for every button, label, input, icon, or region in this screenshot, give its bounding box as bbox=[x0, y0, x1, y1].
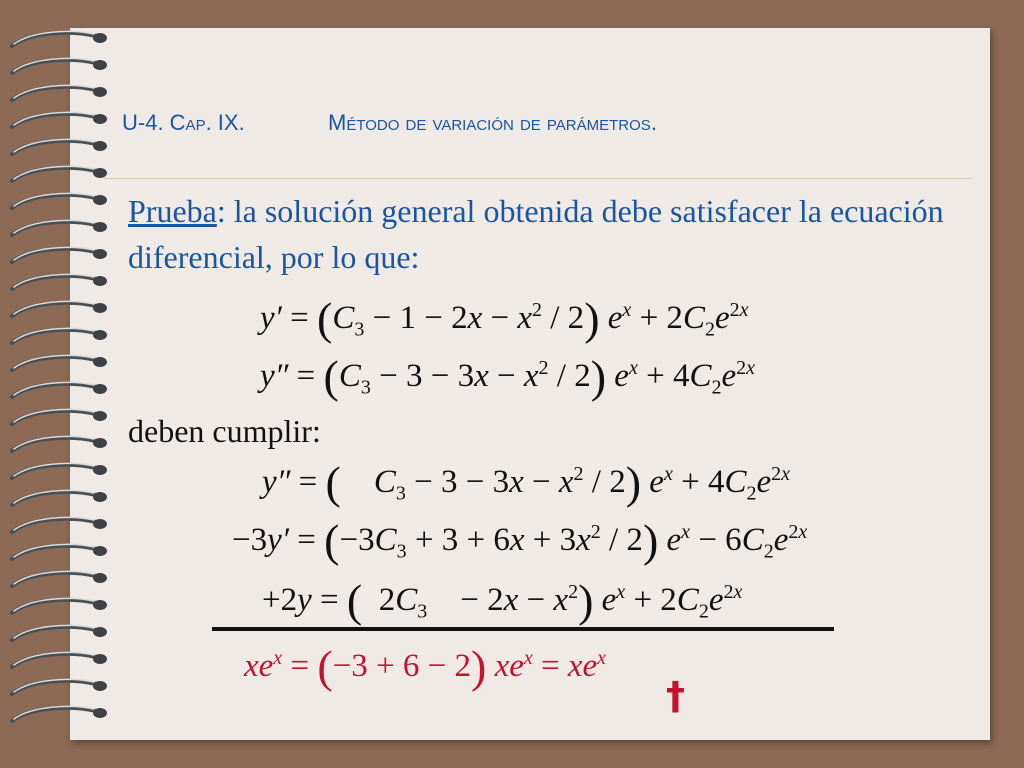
result-equation: $xe^x = (-3 + 6 - 2) xe^x = xe^x$ bbox=[244, 641, 607, 692]
binding-hole bbox=[93, 708, 107, 718]
binding-ring bbox=[12, 303, 96, 316]
intro-paragraph bbox=[128, 188, 948, 280]
binding-ring bbox=[12, 87, 96, 100]
slide-title: Método de variación de parámetros. bbox=[328, 110, 657, 135]
binding-ring bbox=[12, 438, 96, 451]
binding-ring bbox=[12, 357, 96, 370]
binding-hole bbox=[93, 168, 107, 178]
binding-ring bbox=[12, 384, 96, 397]
unit-code: U-4. Cap. IX. bbox=[122, 110, 245, 135]
sum-row-2: $-3y' = (-3C_3 + 3 + 6x + 3x^2 / 2) e^x - 6C_2e^{2x}$ bbox=[232, 515, 808, 566]
binding-ring bbox=[12, 546, 96, 559]
binding-ring bbox=[12, 222, 96, 235]
binding-hole bbox=[93, 222, 107, 232]
binding-hole bbox=[93, 654, 107, 664]
binding-hole bbox=[93, 303, 107, 313]
sum-rule bbox=[212, 627, 834, 631]
binding-hole bbox=[93, 438, 107, 448]
equation-y-prime: $y' = (C_3 - 1 - 2x - x^2 / 2) e^x + 2C_2e^{2x}$ bbox=[260, 293, 749, 344]
binding-hole bbox=[93, 114, 107, 124]
binding-ring bbox=[12, 573, 96, 586]
binding-ring bbox=[12, 249, 96, 262]
binding-hole bbox=[93, 60, 107, 70]
binding-hole bbox=[93, 384, 107, 394]
intro-text: : la solución general obtenida debe satisfacer la ecuación diferencial, por lo que: bbox=[128, 193, 944, 275]
intro-keyword: Prueba bbox=[128, 193, 217, 229]
binding-ring bbox=[12, 627, 96, 640]
binding-hole bbox=[93, 141, 107, 151]
slide-header bbox=[122, 110, 982, 144]
binding-ring bbox=[12, 600, 96, 613]
binding-hole bbox=[93, 681, 107, 691]
dagger-mark: † bbox=[666, 674, 685, 718]
binding-ring bbox=[12, 114, 96, 127]
binding-hole bbox=[93, 492, 107, 502]
binding-hole bbox=[93, 627, 107, 637]
binding-ring bbox=[12, 492, 96, 505]
binding-ring bbox=[12, 276, 96, 289]
binding-ring bbox=[12, 411, 96, 424]
second-paragraph: deben cumplir: bbox=[128, 413, 321, 449]
binding-ring bbox=[12, 465, 96, 478]
binding-hole bbox=[93, 357, 107, 367]
binding-hole bbox=[93, 546, 107, 556]
equation-y-double-prime: $y'' = (C_3 - 3 - 3x - x^2 / 2) e^x + 4C_2e^{2x}$ bbox=[260, 351, 756, 402]
binding-ring bbox=[12, 681, 96, 694]
binding-hole bbox=[93, 465, 107, 475]
binding-hole bbox=[93, 249, 107, 259]
header-divider bbox=[104, 178, 972, 179]
binding-ring bbox=[12, 519, 96, 532]
binding-hole bbox=[93, 330, 107, 340]
binding-ring bbox=[12, 654, 96, 667]
binding-hole bbox=[93, 573, 107, 583]
binding-hole bbox=[93, 600, 107, 610]
binding-ring bbox=[12, 141, 96, 154]
binding-hole bbox=[93, 276, 107, 286]
binding-hole bbox=[93, 87, 107, 97]
binding-ring bbox=[12, 708, 96, 721]
binding-hole bbox=[93, 519, 107, 529]
binding-ring bbox=[12, 60, 96, 73]
binding-ring bbox=[12, 195, 96, 208]
binding-ring bbox=[12, 330, 96, 343]
binding-hole bbox=[93, 195, 107, 205]
spiral-binding-icon bbox=[0, 0, 120, 768]
binding-hole bbox=[93, 33, 107, 43]
binding-ring bbox=[12, 33, 96, 46]
sum-row-3: +2y = ( $2C_3$ − $2x - x^2$) $e^x + 2C_2e^{2x}$ bbox=[262, 575, 743, 626]
binding-ring bbox=[12, 168, 96, 181]
binding-hole bbox=[93, 411, 107, 421]
sum-row-1: y″ = ( $C_3 - 3 - 3x - x^2 / 2$) $e^x + 4C_2e^{2x}$ bbox=[262, 457, 791, 508]
